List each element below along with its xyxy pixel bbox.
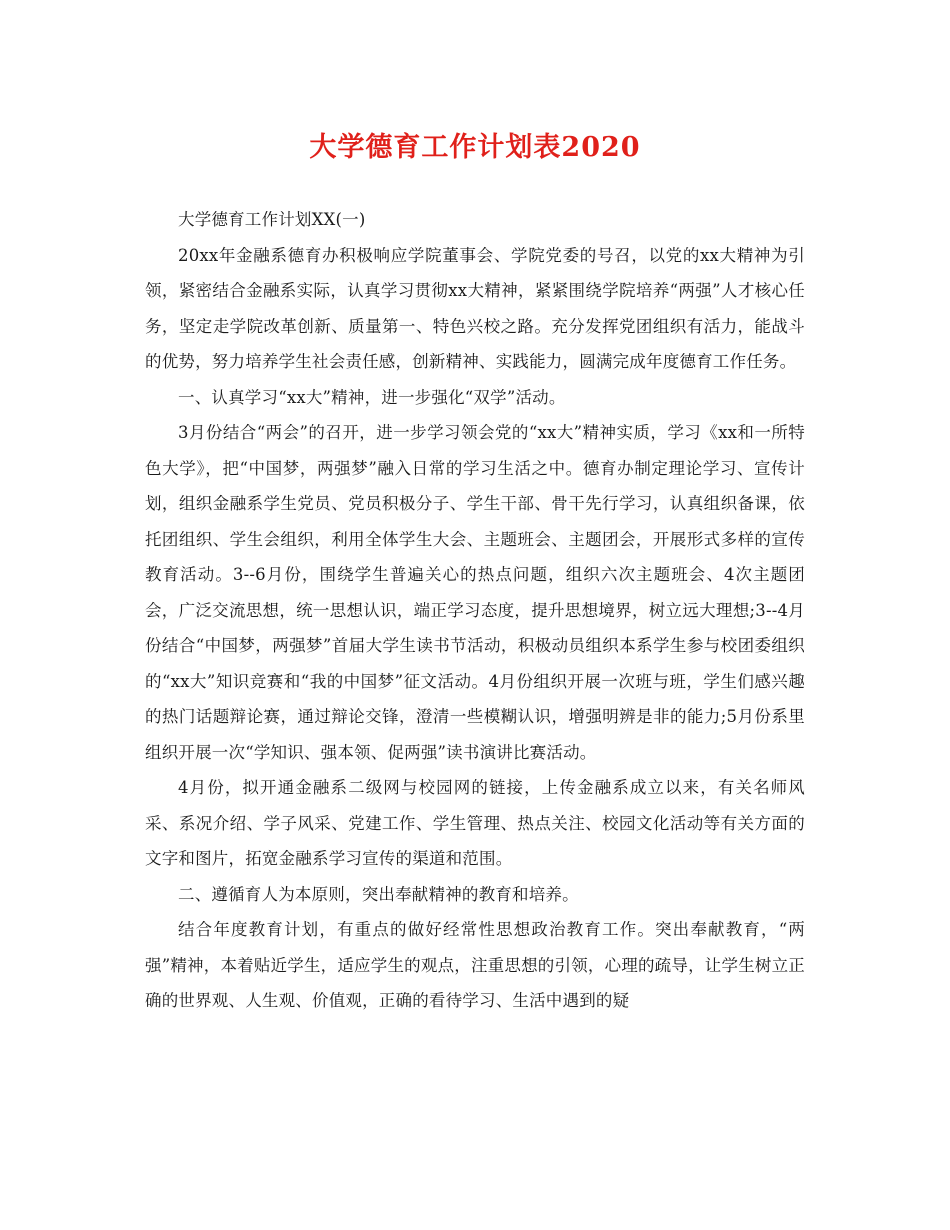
document-body <box>145 202 805 1019</box>
subtitle-paragraph: 大学德育工作计划XX(一) <box>178 210 366 229</box>
intro-paragraph: 20xx年金融系德育办积极响应学院董事会、学院党委的号召，以党的xx大精神为引领，紧密结合金融系实际，认真学习贯彻xx大精神，紧紧围绕学院培养“两强”人才核心任务，坚定走学院改革创新、质量第一、特色兴校之路。充分发挥党团组织有活力，能战斗的优势，努力培养学生社会责任感，创新精神、实践能力，圆满完成年度德育工作任务。 <box>145 245 805 371</box>
section-heading-2: 二、遵循育人为本原则，突出奉献精神的教育和培养。 <box>178 884 579 904</box>
body-paragraph: 结合年度教育计划，有重点的做好经常性思想政治教育工作。突出奉献教育，“两强”精神，本着贴近学生，适应学生的观点，注重思想的引领，心理的疏导，让学生树立正确的世界观、人生观、价值观，正确的看待学习、生活中遇到的疑 <box>145 920 805 1010</box>
section-heading-1: 一、认真学习“xx大”精神，进一步强化“双学”活动。 <box>178 387 566 407</box>
document-title: 大学德育工作计划表2020 <box>309 132 641 163</box>
body-paragraph: 3月份结合“两会”的召开，进一步学习领会党的“xx大”精神实质，学习《xx和一所特色大学》，把“中国梦，两强梦”融入日常的学习生活之中。德育办制定理论学习、宣传计划，组织金融系学生党员、党员积极分子、学生干部、骨干先行学习，认真组织备课，依托团组织、学生会组织，利用全体学生大会、主题班会、主题团会，开展形式多样的宣传教育活动。3--6月份，围绕学生普遍关心的热点问题，组织六次主题班会、4次主题团会，广泛交流思想，统一思想认识，端正学习态度，提升思想境界，树立远大理想;3--4月份结合“中国梦，两强梦”首届大学生读书节活动，积极动员组织本系学生参与校团委组织的“xx大”知识竞赛和“我的中国梦”征文活动。4月份组织开展一次班与班，学生们感兴趣的热门话题辩论赛，通过辩论交锋，澄清一些模糊认识，增强明辨是非的能力;5月份系里组织开展一次“学知识、强本领、促两强”读书演讲比赛活动。 <box>145 423 805 762</box>
body-paragraph: 4月份，拟开通金融系二级网与校园网的链接，上传金融系成立以来，有关名师风采、系况介绍、学子风采、党建工作、学生管理、热点关注、校园文化活动等有关方面的文字和图片，拓宽金融系学习宣传的渠道和范围。 <box>145 778 805 868</box>
